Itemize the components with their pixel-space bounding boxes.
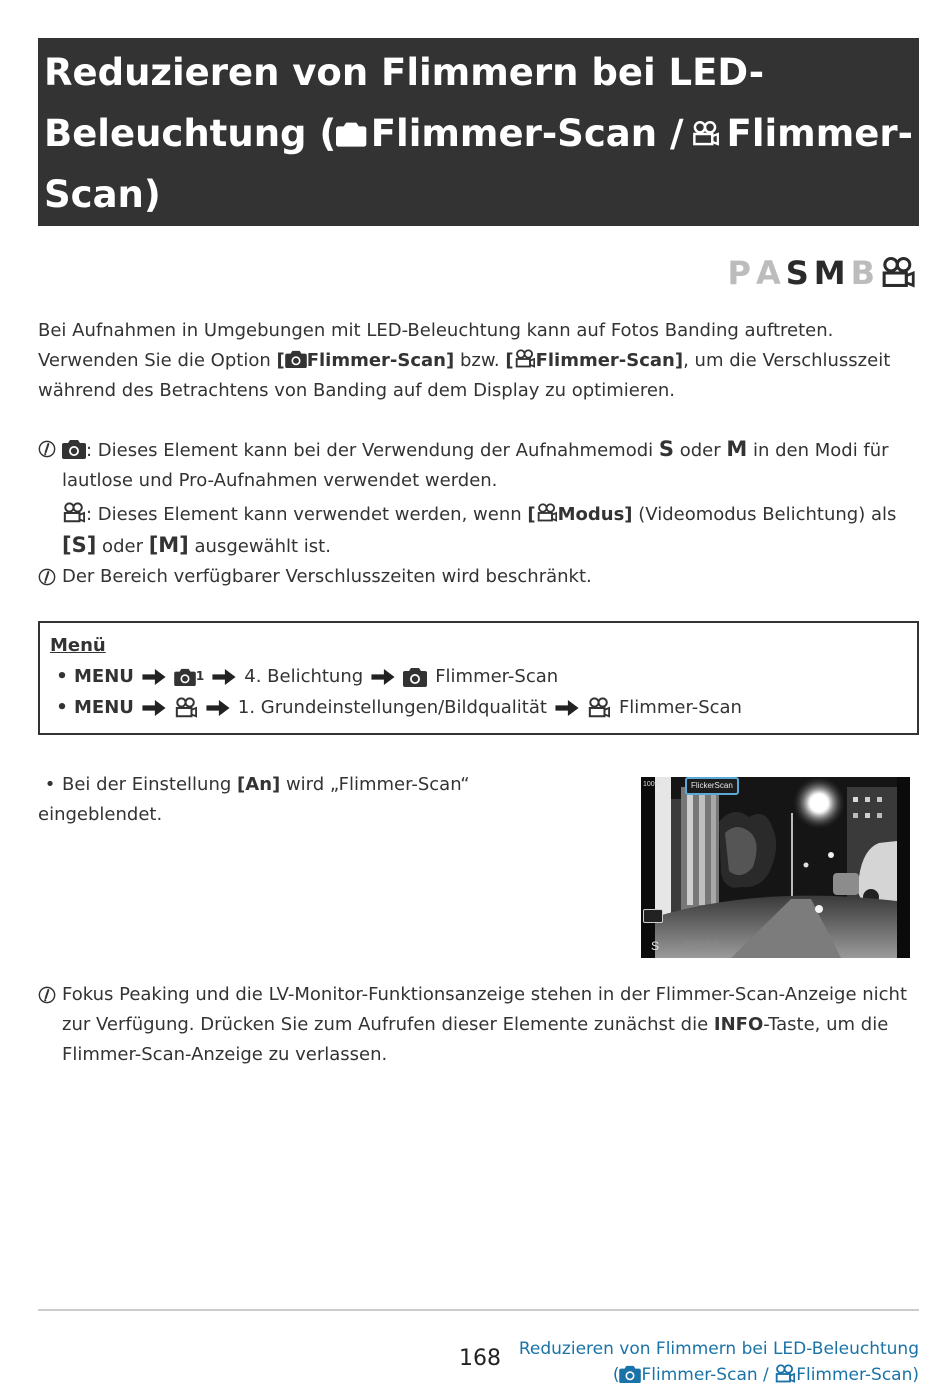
video-camera-icon <box>536 503 558 523</box>
menu-path-video: • MENU 1. Grundeinstellungen/Bildqualität Flimmer-Scan <box>50 692 907 723</box>
footer-divider <box>38 1309 919 1311</box>
footer-section-link[interactable]: Reduzieren von Flimmern bei LED-Beleuchtung ( Flimmer-Scan / Flimmer-Scan) <box>518 1339 919 1385</box>
mode-m: M <box>813 254 851 292</box>
bullet-on-setting: • Bei der Einstellung [An] wird „Flimmer-Scan“ eingeblendet. <box>38 774 470 825</box>
video-camera-icon <box>62 502 86 524</box>
page-number: 168 <box>459 1346 501 1371</box>
video-camera-icon <box>514 349 536 369</box>
mode-p: P <box>727 254 756 292</box>
note-shutter-range: Der Bereich verfügbarer Verschlusszeiten wird beschränkt. <box>38 562 918 592</box>
flicker-scan-badge: FlickerScan <box>685 777 739 795</box>
notes <box>38 434 918 592</box>
exposure-mode: S <box>651 939 660 953</box>
arrow-right-icon <box>206 700 230 716</box>
video-camera-icon <box>174 697 198 719</box>
camera-icon <box>619 1365 641 1383</box>
camera-icon <box>285 350 307 368</box>
menu-step: 4. Belichtung <box>244 666 364 687</box>
menu-step: 1. Grundeinstellungen/Bildqualität <box>237 697 547 718</box>
camera-icon <box>174 668 196 686</box>
page-title <box>38 38 919 226</box>
mode-a: A <box>755 254 786 292</box>
title-line-2: Beleuchtung ( Flimmer-Scan / Flimmer- <box>44 112 913 155</box>
menu-path-photo: • MENU 1 4. Belichtung Flimmer-Scan <box>50 661 907 692</box>
menu-title: Menü <box>50 635 106 656</box>
battery-level: 100% <box>643 781 661 788</box>
arrow-right-icon <box>212 669 236 685</box>
title-line-1: Reduzieren von Flimmern bei LED- <box>44 51 765 94</box>
arrow-right-icon <box>555 700 579 716</box>
shutter-speed: 1/250.0 <box>683 940 720 952</box>
menu-label: MENU <box>74 666 134 687</box>
title-line-3: Scan) <box>44 173 161 216</box>
note-peaking: Fokus Peaking und die LV-Monitor-Funktionsanzeige stehen in der Flimmer-Scan-Anzeige nicht zur Verfügung. Drücken Sie zum Aufrufen dieser Elemente zunächst die INFO-Taste, um die Flimmer-Scan-Anzeige zu verlassen. <box>38 980 918 1070</box>
menu-path-box <box>38 621 919 735</box>
note-availability: : Dieses Element kann bei der Verwendung der Aufnahmemodi S oder M in den Modi für lautlose und Pro-Aufnahmen verwendet werden. : Dieses Element kann verwendet werden, wenn [ Modus] (Videomodus Belichtung) als [S] oder [M] ausgewählt ist. <box>38 434 918 562</box>
menu-label: MENU <box>74 697 134 718</box>
note-icon <box>38 568 56 586</box>
flicker-scan-screen <box>641 777 910 958</box>
arrow-right-icon <box>142 700 166 716</box>
mode-s: S <box>785 254 814 292</box>
arrow-right-icon <box>371 669 395 685</box>
shooting-modes <box>728 254 917 292</box>
note-icon <box>38 440 56 458</box>
menu-item: Flimmer-Scan <box>618 697 742 718</box>
video-mode-icon <box>880 256 916 290</box>
note-icon <box>38 986 56 1004</box>
camera-tab-number: 1 <box>195 669 205 683</box>
video-camera-icon <box>587 697 611 719</box>
video-camera-icon <box>691 114 720 154</box>
arrow-right-icon <box>142 669 166 685</box>
video-camera-icon <box>774 1364 796 1384</box>
menu-item: Flimmer-Scan <box>435 666 559 687</box>
camera-icon <box>336 115 366 153</box>
camera-icon <box>62 439 86 459</box>
drive-mode-icon <box>643 909 663 923</box>
mode-b: B <box>850 254 880 292</box>
camera-icon <box>403 667 427 687</box>
night-street-photo <box>641 777 910 958</box>
intro-paragraph: Bei Aufnahmen in Umgebungen mit LED-Beleuchtung kann auf Fotos Banding auftreten. Verwenden Sie die Option [ Flimmer-Scan] bzw. [ Flimmer-Scan], um die Verschlusszeit während des Betrachtens von Banding auf dem Display zu optimieren. <box>38 320 891 401</box>
